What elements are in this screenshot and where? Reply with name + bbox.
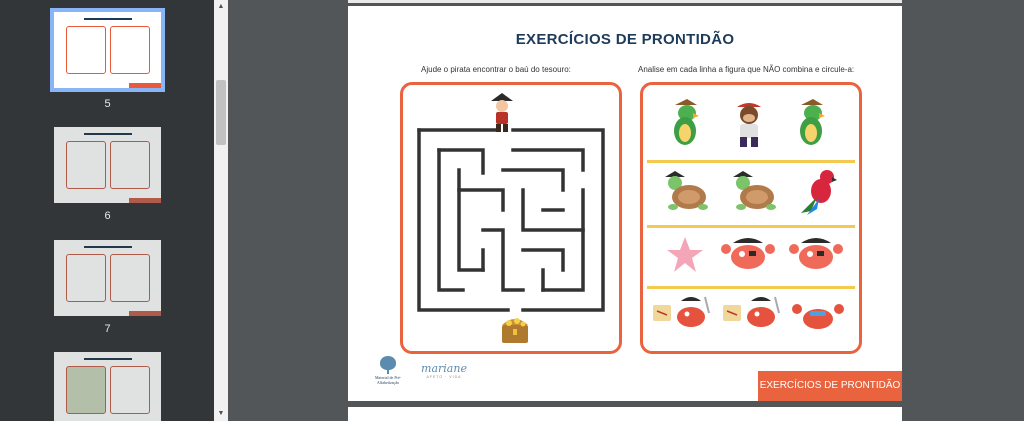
maze-instruction: Ajude o pirata encontrar o baú do tesouro: <box>421 65 571 74</box>
maze-frame <box>400 82 622 354</box>
thumbnail-sidebar <box>0 0 214 421</box>
thumbnail-image[interactable] <box>54 240 161 316</box>
page-title: EXERCÍCIOS DE PRONTIDÃO <box>515 31 735 48</box>
pirate-turtle-sticker <box>727 169 777 215</box>
pirate-sticker <box>489 91 515 133</box>
page-number: 6 <box>104 210 111 222</box>
map-crab-sticker <box>651 293 713 333</box>
pirate-crab-sticker <box>721 233 775 275</box>
page-number: 7 <box>104 323 111 335</box>
pirate-monkey-sticker <box>729 99 769 149</box>
author-logo-subtitle: AFETO · VIDA <box>426 375 462 379</box>
sidebar-scrollbar[interactable] <box>214 0 228 421</box>
previous-page-edge <box>348 0 902 3</box>
odd-one-out-frame <box>640 82 862 354</box>
scrollbar-thumb[interactable] <box>216 80 226 145</box>
next-page-edge <box>348 407 902 421</box>
page-number: 5 <box>104 98 111 110</box>
author-logo-text: mariane <box>421 362 467 375</box>
author-logo <box>414 362 474 382</box>
pirate-turtle-sticker <box>659 169 709 215</box>
odd-one-out-instruction: Analise em cada linha a figura que NÃO combina e circule-a: <box>638 65 855 74</box>
starfish-sticker <box>665 235 705 275</box>
red-parrot-sticker <box>797 167 841 217</box>
crab-sticker <box>791 297 845 333</box>
row-divider <box>647 286 855 289</box>
map-crab-sticker <box>721 293 783 333</box>
pirate-crab-sticker <box>789 233 843 275</box>
thumbnail-image[interactable] <box>54 12 161 88</box>
footer-label: EXERCÍCIOS DE PRONTIDÃO <box>758 371 902 401</box>
parrot-sticker <box>793 99 833 149</box>
row-divider <box>647 225 855 228</box>
row-divider <box>647 160 855 163</box>
treasure-chest-sticker <box>499 311 531 347</box>
publisher-logo-text: Material de Pré-Alfabetização <box>375 375 401 385</box>
scroll-up-arrow-icon[interactable]: ▲ <box>217 3 225 10</box>
parrot-sticker <box>667 99 707 149</box>
thumbnail-image[interactable] <box>54 352 161 421</box>
document-page <box>348 6 902 401</box>
publisher-logo <box>366 356 410 386</box>
scroll-down-arrow-icon[interactable]: ▼ <box>217 410 225 417</box>
thumbnail-image[interactable] <box>54 127 161 203</box>
